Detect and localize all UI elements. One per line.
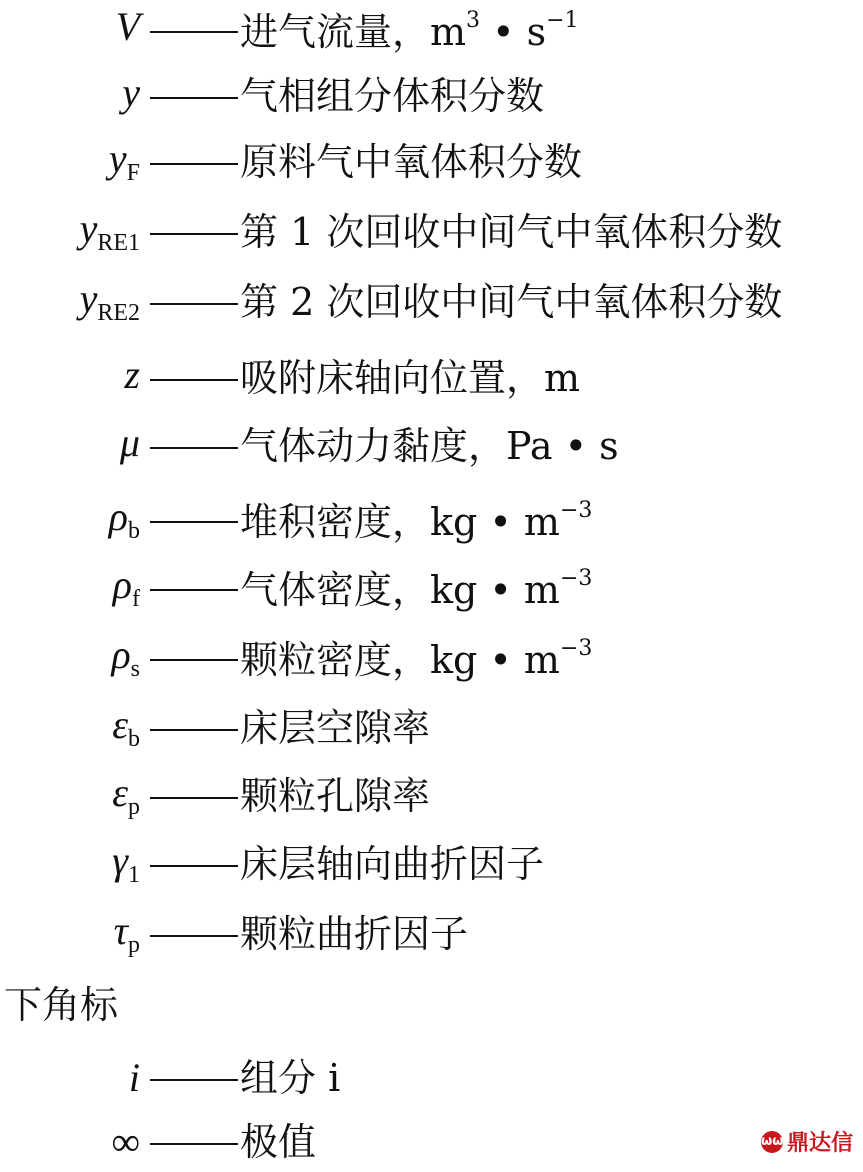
description: 气相组分体积分数 [240,74,545,118]
symbol: $y_F$ [108,136,140,186]
symbol: $\varepsilon_b$ [112,702,140,752]
nomenclature-row [0,416,863,476]
dash-separator [150,97,238,99]
dash-separator [150,935,238,937]
subscript-row [0,1112,863,1172]
dash-separator [150,1079,238,1081]
dash-separator [150,797,238,799]
description: 第 2 次回收中间气中氧体积分数 [240,280,783,324]
description: 组分 i [240,1056,341,1100]
nomenclature-row [0,0,863,60]
dash-separator [150,729,238,731]
description: 床层轴向曲折因子 [240,842,545,886]
symbol: $\rho_f$ [112,562,140,612]
description: 进气流量，$m^3$ • $s^{-1}$ [240,7,579,54]
description: 原料气中氧体积分数 [240,140,583,184]
symbol: i [128,1055,140,1100]
description: 颗粒曲折因子 [240,912,469,956]
symbol: $y_{RE2}$ [79,276,140,326]
dash-separator [150,303,238,305]
symbol: $\rho_b$ [108,494,140,544]
symbol: $\varepsilon_p$ [112,770,140,820]
symbol: $\rho_s$ [111,632,140,682]
dash-separator [150,31,238,33]
dash-separator [150,447,238,449]
symbol: V [115,4,140,49]
symbol: $\tau_p$ [113,908,140,958]
symbol: ∞ [111,1119,140,1164]
dash-separator [150,163,238,165]
nomenclature-row [0,490,863,550]
subscript-row [0,1048,863,1108]
nomenclature-row [0,698,863,758]
description: 气体动力黏度，Pa • s [240,424,619,468]
logo-icon: ωω [761,1131,783,1153]
watermark-logo [761,1126,853,1157]
symbol: $\gamma_1$ [112,838,140,888]
nomenclature-row [0,66,863,126]
dash-separator [150,233,238,235]
description: 堆积密度，kg • $m^{-3}$ [240,497,593,544]
dash-separator [150,521,238,523]
symbol: $y_{RE1}$ [79,206,140,256]
nomenclature-row [0,348,863,408]
nomenclature-row [0,766,863,826]
nomenclature-row [0,628,863,688]
symbol: z [124,352,140,397]
description: 气体密度，kg • $m^{-3}$ [240,565,593,612]
logo-text: 鼎达信 [786,1131,853,1156]
nomenclature-row [0,834,863,894]
dash-separator [150,865,238,867]
description: 颗粒密度，kg • $m^{-3}$ [240,635,593,682]
nomenclature-row [0,904,863,964]
dash-separator [150,1143,238,1145]
nomenclature-row [0,202,863,262]
subscript-heading: 下角标 [4,983,119,1027]
dash-separator [150,589,238,591]
nomenclature-row [0,272,863,332]
nomenclature-row [0,558,863,618]
symbol: y [122,70,140,115]
description: 吸附床轴向位置，m [240,356,581,400]
symbol: μ [119,420,140,465]
description: 床层空隙率 [240,706,431,750]
dash-separator [150,379,238,381]
nomenclature-row [0,132,863,192]
description: 颗粒孔隙率 [240,774,431,818]
dash-separator [150,659,238,661]
description: 第 1 次回收中间气中氧体积分数 [240,210,783,254]
description: 极值 [240,1120,317,1164]
